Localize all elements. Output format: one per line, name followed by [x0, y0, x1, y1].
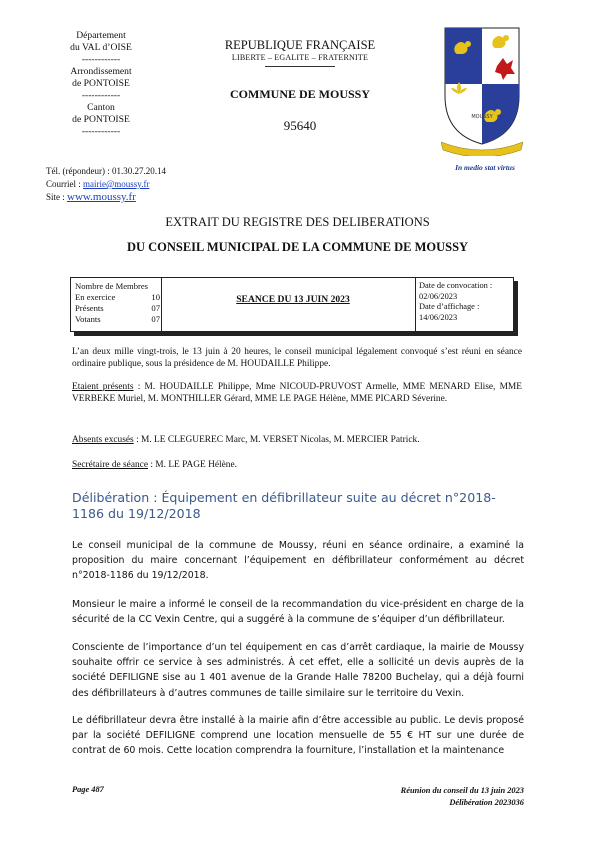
separator: ------------ [81, 54, 121, 65]
arrondissement-line: Arrondissement [70, 66, 132, 77]
letterhead [200, 38, 400, 133]
contact-block [46, 165, 166, 204]
affichage-label: Date d’affichage : [419, 302, 480, 311]
absent-paragraph [72, 434, 522, 446]
department-line: Département [76, 30, 126, 41]
national-motto: LIBERTE – EGALITE – FRATERNITE [231, 53, 369, 62]
deliberation-paragraph: Consciente de l’importance d’un tel équipement en cas d’arrêt cardiaque, la mairie de Moussy souhaite offrir ce service à ses administrés. À cet effet, elle a sollicité un devis auprès de la société DEFILIGNE sise au 1 401 avenue de la Grande Halle 78200 Buchelay, qui a déjà fourni des défibrillateurs à d’autres communes de taille similaire sur le territoire du Vexin. [72, 642, 524, 699]
convocation-label: Date de convocation : [419, 281, 493, 290]
site-line [46, 191, 166, 204]
deliberation-paragraph: Le conseil municipal de la commune de Moussy, réuni en séance ordinaire, a examiné la proposition du maire concernant l’équipement en défibrillateur conformément au décret n°2018-1186 du 19/12/2018. [72, 540, 524, 582]
administrative-block [46, 30, 156, 138]
crest-banner-text: MOUSSY [471, 114, 493, 120]
deliberation-heading: Délibération : Équipement en défibrillateur suite au décret n°2018-1186 du 19/12/2018 [72, 490, 496, 521]
canton-name: de PONTOISE [72, 114, 130, 125]
meeting-reference: Réunion du conseil du 13 juin 2023 [400, 786, 524, 795]
members-row: Présents 07 [75, 303, 160, 313]
site-label: Site : [46, 192, 68, 202]
secretary-label: Secrétaire de séance [72, 460, 148, 470]
deliberation-paragraph: Le défibrillateur devra être installé à la mairie afin d’être accessible au public. Le devis proposé par la société DEFILIGNE comprend une location mensuelle de 55 € HT sur une durée de contrat de 60 mois. Cette location comprendra la fourniture, l’installation et la maintenance [72, 715, 524, 757]
coat-of-arms-icon [441, 26, 523, 156]
affichage-date: 14/06/2023 [419, 312, 458, 322]
absent-label: Absents excusés [72, 435, 134, 445]
members-title: Nombre de Membres [75, 281, 149, 291]
deliberation-number: Délibération 2023036 [449, 798, 524, 807]
divider [265, 66, 335, 67]
canton-line: Canton [87, 102, 115, 113]
present-label: Etaient présents [72, 382, 134, 392]
postcode: 95640 [283, 118, 317, 133]
members-row: En exercice 10 [75, 292, 160, 302]
arrondissement-name: de PONTOISE [72, 78, 130, 89]
present-text: : M. HOUDAILLE Philippe, Mme NICOUD-PRUVOST Armelle, MME MENARD Elise, MME VERBEKE Muriel, M. MONTHILLER Gérard, MME LE PAGE Hélène, MME PICARD Séverine. [72, 382, 522, 405]
seance-date: SEANCE DU 13 JUIN 2023 [236, 294, 350, 305]
members-row: Votants 07 [75, 314, 160, 324]
document-title: EXTRAIT DU REGISTRE DES DELIBERATIONS [165, 215, 430, 229]
document-subtitle: DU CONSEIL MUNICIPAL DE LA COMMUNE DE MOUSSY [126, 240, 469, 254]
deliberation-paragraph: Monsieur le maire a informé le conseil de la recommandation du vice-président en charge de la sécurité de la CC Vexin Centre, qui a suggéré à la commune de s’équiper d’un défibrillateur. [72, 599, 524, 626]
commune-name: COMMUNE DE MOUSSY [230, 87, 370, 101]
separator: ------------ [81, 90, 121, 101]
republic-title: REPUBLIQUE FRANÇAISE [224, 38, 376, 52]
email-link[interactable]: mairie@moussy.fr [83, 179, 150, 189]
department-name: du VAL d’OISE [70, 42, 132, 53]
present-paragraph [72, 381, 522, 405]
secretary-text: : M. LE PAGE Hélène. [148, 460, 237, 470]
site-link[interactable]: www.moussy.fr [67, 191, 136, 203]
seance-box [70, 277, 514, 332]
phone-line: Tél. (répondeur) : 01.30.27.20.14 [46, 166, 166, 176]
separator: ------------ [81, 126, 121, 137]
dates-block [419, 281, 511, 323]
convocation-date: 02/06/2023 [419, 291, 458, 301]
page-number: Page 487 [72, 785, 104, 794]
intro-paragraph: L’an deux mille vingt-trois, le 13 juin à 20 heures, le conseil municipal légalement convoqué s’est réuni en séance ordinaire publique, sous la présidence de M. HOUDAILLE Philippe. [72, 347, 522, 370]
secretary-paragraph [72, 459, 522, 471]
email-line [46, 178, 166, 191]
crest-motto: In medio stat virtus [455, 163, 515, 172]
email-label: Courriel : [46, 179, 83, 189]
absent-text: : M. LE CLEGUEREC Marc, M. VERSET Nicolas, M. MERCIER Patrick. [133, 435, 420, 445]
footer-reference [300, 785, 524, 809]
